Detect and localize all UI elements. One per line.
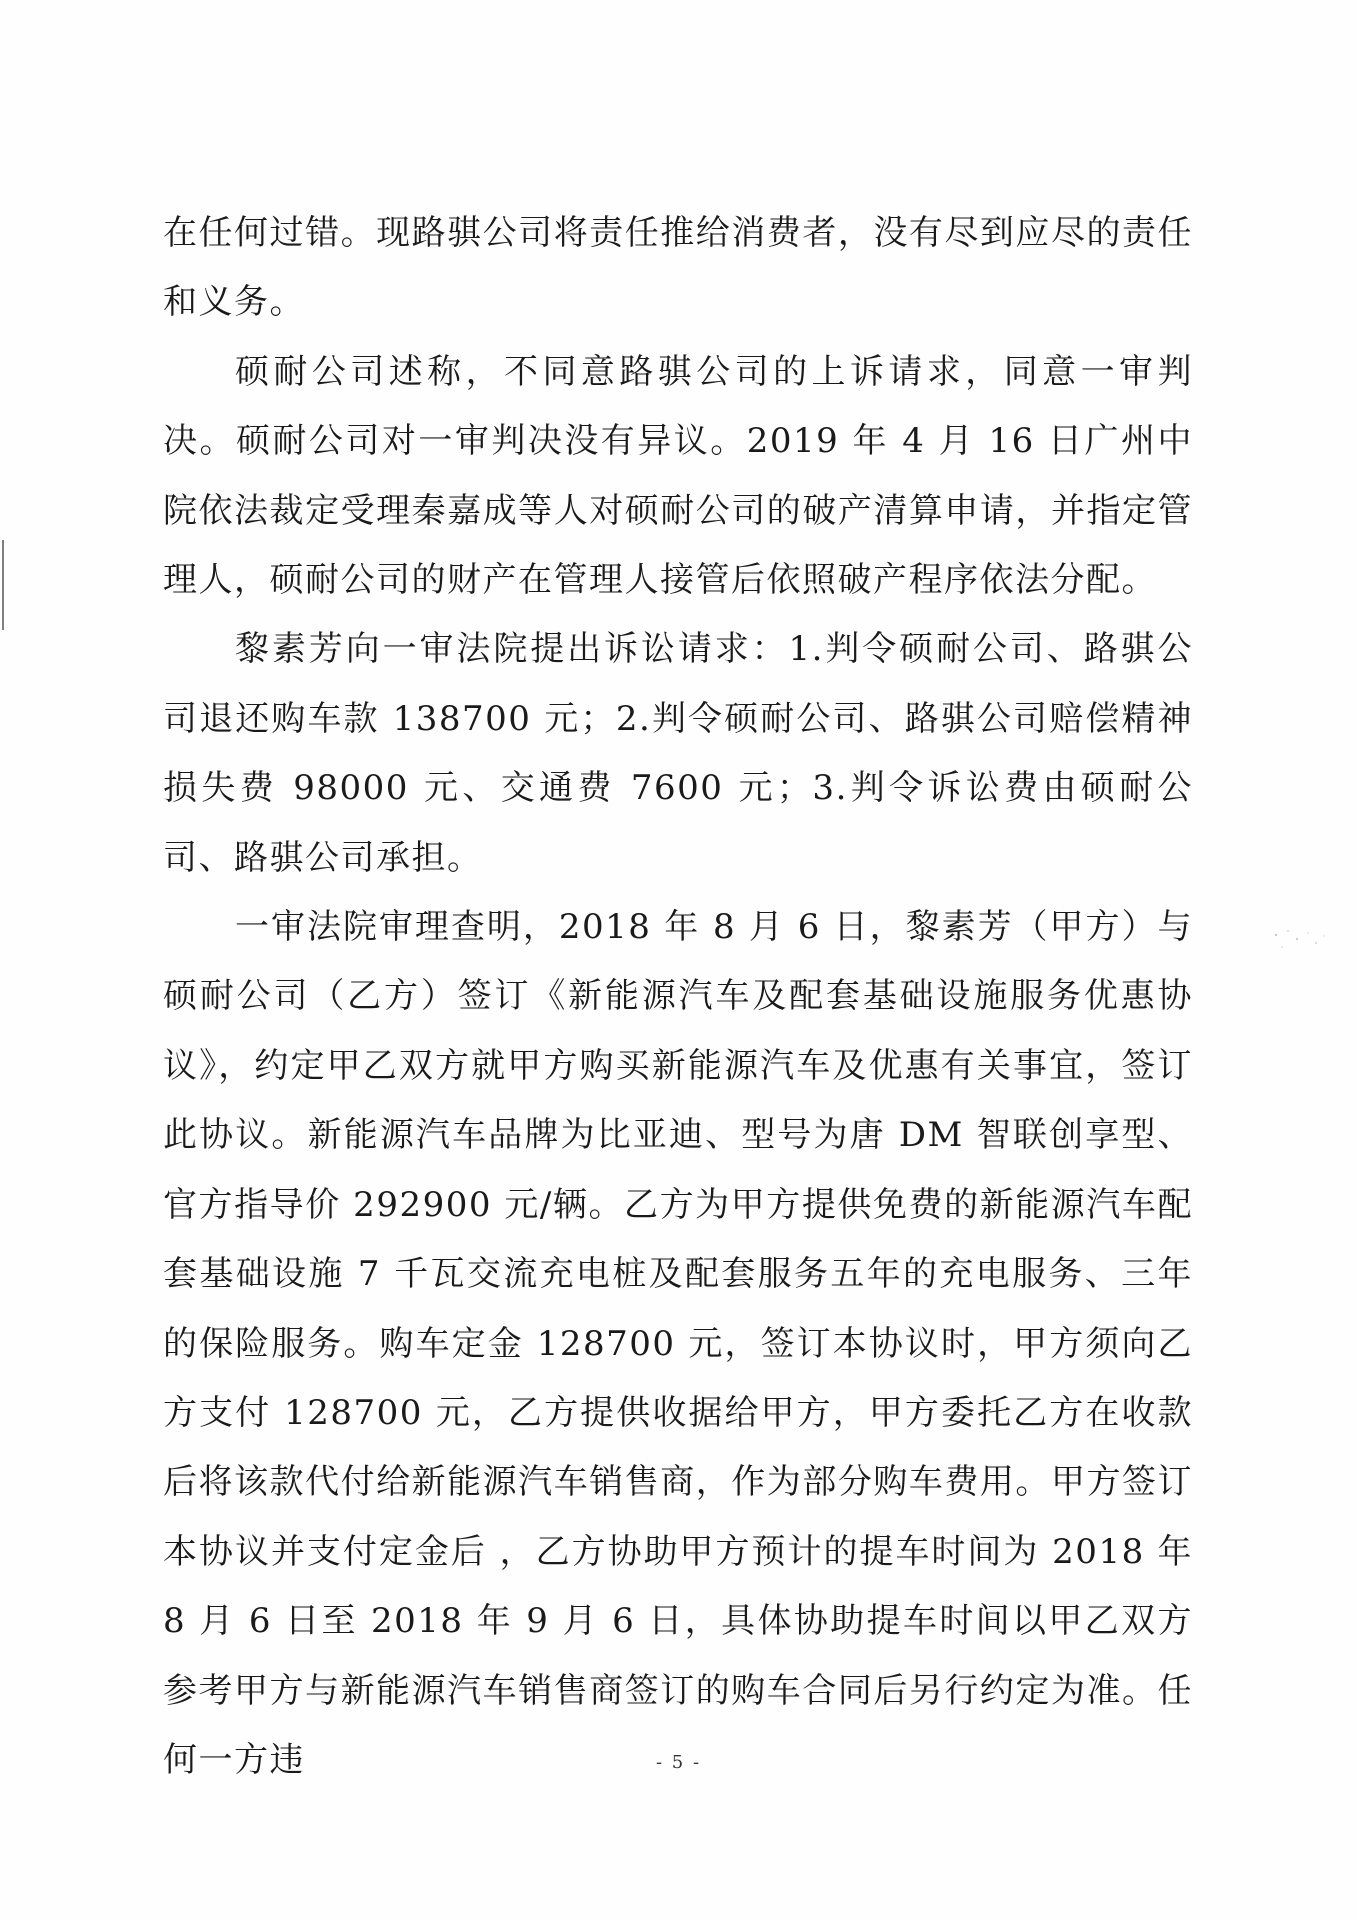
paragraph-1: 在任何过错。现路骐公司将责任推给消费者，没有尽到应尽的责任和义务。: [163, 213, 1193, 323]
paragraph-4: 一审法院审理查明，2018 年 8 月 6 日，黎素芳（甲方）与硕耐公司（乙方）签订《新能源汽车及配套基础设施服务优惠协议》，约定甲乙双方就甲方购买新能源汽车及优惠有关事宜，签订此协议。新能源汽车品牌为比亚迪、型号为唐 DM 智联创享型、官方指导价 292900 元/辆。乙方为甲方提供免费的新能源汽车配套基础设施 7 千瓦交流充电桩及配套服务五年的充电服务、三年的保险服务。购车定金 128700 元，签订本协议时，甲方须向乙方支付 128700 元，乙方提供收据给甲方，甲方委托乙方在收款后将该款代付给新能源汽车销售商，作为部分购车费用。甲方签订本协议并支付定金后 ，乙方协助甲方预计的提车时间为 2018 年 8 月 6 日至 2018 年 9 月 6 日，具体协助提车时间以甲乙双方参考甲方与新能源汽车销售商签订的购车合同后另行约定为准。任何一方违: [163, 907, 1193, 1780]
paragraph-2: 硕耐公司述称，不同意路骐公司的上诉请求，同意一审判决。硕耐公司对一审判决没有异议。2019 年 4 月 16 日广州中院依法裁定受理秦嘉成等人对硕耐公司的破产清算申请，并指定管理人，硕耐公司的财产在管理人接管后依照破产程序依法分配。: [163, 351, 1193, 601]
paragraph-3: 黎素芳向一审法院提出诉讼请求：1.判令硕耐公司、路骐公司退还购车款 138700 元；2.判令硕耐公司、路骐公司赔偿精神损失费 98000 元、交通费 7600 元；3.判令诉讼费由硕耐公司、路骐公司承担。: [163, 629, 1194, 878]
scan-edge-mark: [2, 540, 4, 630]
document-body: [163, 199, 1193, 1795]
scan-noise-dots: [1270, 925, 1330, 955]
page-number: - 5 -: [655, 1752, 702, 1773]
